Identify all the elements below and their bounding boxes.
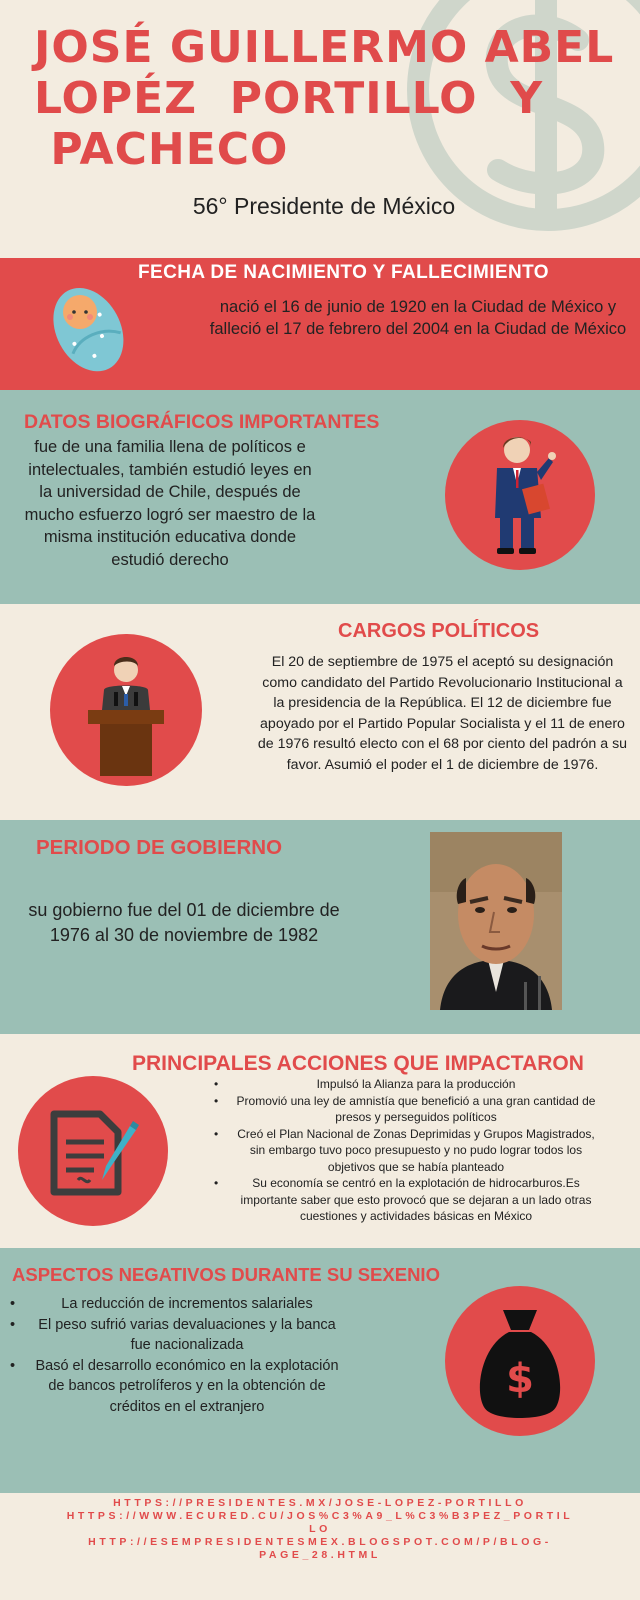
list-item: • Su economía se centró en la explotación de hidrocarburos.Es importante saber que esto provocó que se dejaran a un lado otras cuestiones y actividades básicas en México: [210, 1175, 600, 1225]
cargos-section: [0, 604, 640, 820]
list-item: • La reducción de incrementos salariales: [6, 1294, 346, 1315]
teacher-circle: [445, 420, 595, 570]
birth-text: nació el 16 de junio de 1920 en la Ciudad de México y falleció el 17 de febrero del 2004 en la Ciudad de México: [209, 298, 627, 338]
list-item: • Basó el desarrollo económico en la explotación de bancos petrolíferos y en la obtención de créditos en el extranjero: [6, 1356, 346, 1418]
footer-sources: [0, 1493, 640, 1600]
document-circle: [18, 1076, 168, 1226]
title-line-2: LOPÉZ PORTILLO Y: [34, 73, 544, 124]
bio-title: DATOS BIOGRÁFICOS IMPORTANTES: [24, 411, 380, 433]
birth-section: [0, 258, 640, 390]
acciones-section: [0, 1034, 640, 1248]
periodo-section: [0, 820, 640, 1034]
title-line-1: JOSÉ GUILLERMO ABEL: [34, 22, 615, 73]
list-item: • Promovió una ley de amnistía que benefició a una gran cantidad de presos y perseguidos políticos: [210, 1093, 600, 1126]
source-link-1[interactable]: HTTPS://PRESIDENTES.MX/JOSE-LOPEZ-PORTILLO: [113, 1497, 527, 1509]
subtitle: 56° Presidente de México: [192, 193, 456, 219]
source-link-2-cont[interactable]: LO: [309, 1523, 331, 1535]
source-links: [20, 1497, 620, 1562]
speaker-circle: [50, 634, 202, 786]
document-pen-icon: [18, 1076, 168, 1226]
periodo-title: PERIODO DE GOBIERNO: [36, 836, 283, 859]
title-line-3: PACHECO: [34, 124, 289, 175]
svg-text:$: $: [506, 1356, 534, 1402]
bio-section: [0, 390, 640, 604]
negativos-list: [6, 1294, 346, 1417]
acciones-title: PRINCIPALES ACCIONES QUE IMPACTARON: [132, 1052, 584, 1075]
source-link-3[interactable]: HTTP://ESEMPRESIDENTESMEX.BLOGSPOT.COM/P/BLOG-: [88, 1536, 552, 1548]
page-title: [34, 22, 614, 175]
money-bag-icon: [445, 1286, 595, 1436]
negativos-section: [0, 1248, 640, 1493]
bio-text: fue de una familia llena de políticos e intelectuales, también estudió leyes en la universidad de Chile, después de mucho esfuerzo logró ser maestro de la misma institución educativa donde estudió derecho: [24, 438, 316, 569]
list-item: • El peso sufrió varias devaluaciones y la banca fue nacionalizada: [6, 1315, 346, 1356]
periodo-text: su gobierno fue del 01 de diciembre de 1976 al 30 de noviembre de 1982: [28, 900, 340, 945]
baby-icon: [44, 278, 130, 376]
teacher-icon: [445, 420, 595, 570]
cargos-title: CARGOS POLÍTICOS: [338, 620, 540, 642]
birth-title: FECHA DE NACIMIENTO Y FALLECIMIENTO: [138, 262, 549, 283]
negativos-title: ASPECTOS NEGATIVOS DURANTE SU SEXENIO: [12, 1264, 440, 1285]
header: [0, 0, 640, 258]
president-portrait: [430, 832, 562, 1010]
acciones-list: [210, 1076, 600, 1225]
source-link-3-cont[interactable]: PAGE_28.HTML: [259, 1549, 381, 1561]
money-bag-circle: [445, 1286, 595, 1436]
cargos-text: El 20 de septiembre de 1975 el aceptó su designación como candidato del Partido Revolucionario Institucional a la presidencia de la República. El 12 de diciembre fue apoyado por el Partido Popular Socialista y el 11 de enero de 1976 resultó electo con el 68 por ciento del padrón a su favor. Asumió el poder el 1 de diciembre de 1976.: [257, 654, 628, 773]
list-item: • Impulsó la Alianza para la producción: [210, 1076, 600, 1093]
list-item: • Creó el Plan Nacional de Zonas Deprimidas y Grupos Magistrados, sin embargo tuvo poco presupuesto y no pudo lograr todos los objetivos que se había planteado: [210, 1126, 600, 1176]
source-link-2[interactable]: HTTPS://WWW.ECURED.CU/JOS%C3%A9_L%C3%B3PEZ_PORTIL: [66, 1510, 574, 1522]
speaker-at-podium-icon: [50, 634, 202, 786]
